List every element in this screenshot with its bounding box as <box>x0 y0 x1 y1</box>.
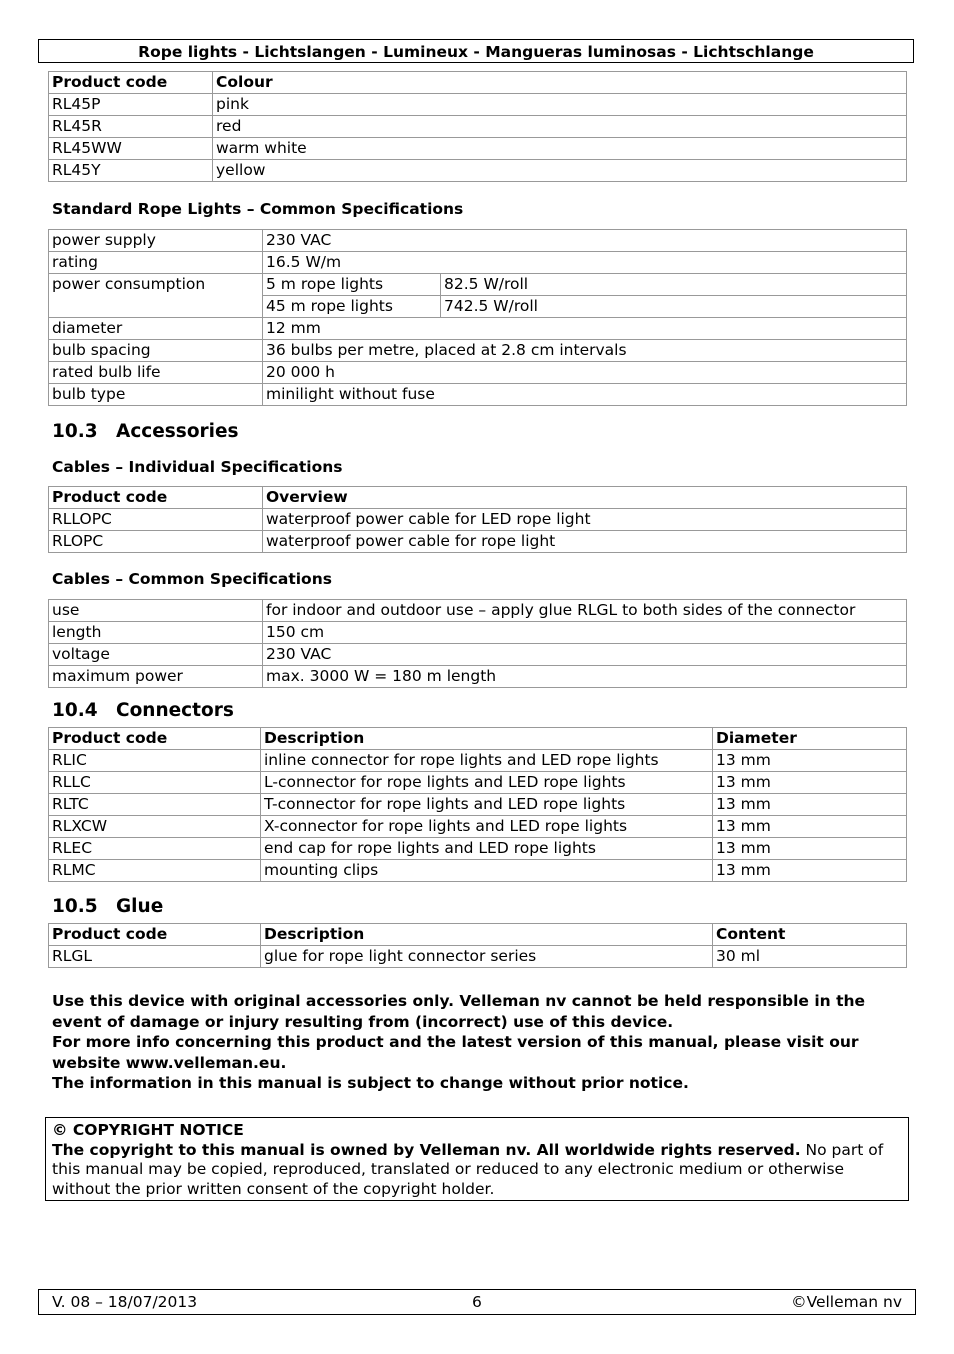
table-cell: use <box>49 600 263 622</box>
table-row <box>49 622 907 644</box>
colour-table <box>48 71 907 182</box>
table-row <box>49 750 907 772</box>
table-row <box>49 274 907 296</box>
table-cell: 13 mm <box>713 794 907 816</box>
table-cell: bulb spacing <box>49 340 263 362</box>
cables-common-table <box>48 599 907 688</box>
table-header-row <box>49 728 907 750</box>
table-row <box>49 94 907 116</box>
table-cell: power consumption <box>49 274 263 318</box>
table-cell: RLMC <box>49 860 261 882</box>
table-cell: yellow <box>213 160 907 182</box>
section-number: 10.3 <box>52 421 98 442</box>
table-row <box>49 318 907 340</box>
cables-common-heading: Cables – Common Specifications <box>52 570 332 588</box>
table-cell: 16.5 W/m <box>263 252 907 274</box>
table-row <box>49 838 907 860</box>
table-cell: 13 mm <box>713 816 907 838</box>
notes-block <box>52 991 912 1094</box>
footer-owner: ©Velleman nv <box>791 1293 902 1311</box>
table-row <box>49 600 907 622</box>
cables-individual-table <box>48 486 907 553</box>
copyright-text: No part of this manual may be copied, reproduced, translated or reduced to any electronic medium or otherwise without the prior written consent of the copyright holder. <box>52 1140 884 1198</box>
table-cell: mounting clips <box>261 860 713 882</box>
copyright-bold-text: The copyright to this manual is owned by Velleman nv. All worldwide rights reserved. <box>52 1140 801 1159</box>
table-cell: glue for rope light connector series <box>261 946 713 968</box>
document-header: Rope lights - Lichtslangen - Lumineux - Mangueras luminosas - Lichtschlange <box>38 39 914 63</box>
table-cell: 20 000 h <box>263 362 907 384</box>
table-row <box>49 531 907 553</box>
table-cell: 12 mm <box>263 318 907 340</box>
table-row <box>49 666 907 688</box>
section-number: 10.4 <box>52 700 98 721</box>
table-cell: red <box>213 116 907 138</box>
table-row <box>49 794 907 816</box>
table-row <box>49 860 907 882</box>
table-cell: 45 m rope lights <box>263 296 441 318</box>
table-cell: RLTC <box>49 794 261 816</box>
table-cell: RLIC <box>49 750 261 772</box>
table-cell: L-connector for rope lights and LED rope lights <box>261 772 713 794</box>
table-header-row <box>49 487 907 509</box>
table-cell: inline connector for rope lights and LED rope lights <box>261 750 713 772</box>
cables-individual-heading: Cables – Individual Specifications <box>52 458 343 476</box>
table-cell: 5 m rope lights <box>263 274 441 296</box>
copyright-title: © COPYRIGHT NOTICE <box>52 1121 244 1139</box>
table-cell: X-connector for rope lights and LED rope lights <box>261 816 713 838</box>
table-cell: warm white <box>213 138 907 160</box>
section-title: Accessories <box>116 421 239 442</box>
table-cell: T-connector for rope lights and LED rope lights <box>261 794 713 816</box>
table-cell: length <box>49 622 263 644</box>
table-row <box>49 946 907 968</box>
table-row <box>49 816 907 838</box>
table-row <box>49 252 907 274</box>
table-cell: 13 mm <box>713 750 907 772</box>
table-cell: RL45P <box>49 94 213 116</box>
table-row <box>49 160 907 182</box>
table-row <box>49 362 907 384</box>
copyright-body <box>52 1141 902 1200</box>
table-cell: 230 VAC <box>263 644 907 666</box>
standard-specs-heading: Standard Rope Lights – Common Specifications <box>52 200 464 218</box>
table-cell: pink <box>213 94 907 116</box>
table-cell: 150 cm <box>263 622 907 644</box>
table-row <box>49 116 907 138</box>
table-cell: RL45WW <box>49 138 213 160</box>
table-cell: RL45R <box>49 116 213 138</box>
table-cell: rating <box>49 252 263 274</box>
table-cell: 36 bulbs per metre, placed at 2.8 cm intervals <box>263 340 907 362</box>
table-cell: waterproof power cable for rope light <box>263 531 907 553</box>
table-header-cell: Product code <box>49 72 213 94</box>
table-header-cell: Product code <box>49 924 261 946</box>
table-cell: waterproof power cable for LED rope light <box>263 509 907 531</box>
table-cell: 13 mm <box>713 772 907 794</box>
table-row <box>49 138 907 160</box>
table-row <box>49 509 907 531</box>
table-header-cell: Description <box>261 728 713 750</box>
section-number: 10.5 <box>52 896 98 917</box>
copyright-notice <box>45 1117 909 1201</box>
table-header-row <box>49 924 907 946</box>
table-row <box>49 644 907 666</box>
table-header-row <box>49 72 907 94</box>
note-paragraph: For more info concerning this product and the latest version of this manual, please visit our website www.velleman.eu. <box>52 1033 859 1072</box>
table-row <box>49 384 907 406</box>
footer-page-number: 6 <box>472 1293 482 1311</box>
note-paragraph: Use this device with original accessories only. Velleman nv cannot be held responsible in the event of damage or injury resulting from (incorrect) use of this device. <box>52 992 866 1031</box>
table-cell: RLLC <box>49 772 261 794</box>
table-cell: RLXCW <box>49 816 261 838</box>
table-cell: RLGL <box>49 946 261 968</box>
table-cell: max. 3000 W = 180 m length <box>263 666 907 688</box>
table-cell: 30 ml <box>713 946 907 968</box>
section-title: Glue <box>116 896 164 917</box>
table-header-cell: Content <box>713 924 907 946</box>
table-cell: RL45Y <box>49 160 213 182</box>
table-cell: rated bulb life <box>49 362 263 384</box>
table-cell: diameter <box>49 318 263 340</box>
table-cell: voltage <box>49 644 263 666</box>
table-cell: RLEC <box>49 838 261 860</box>
table-header-cell: Diameter <box>713 728 907 750</box>
table-cell: RLOPC <box>49 531 263 553</box>
table-header-cell: Product code <box>49 728 261 750</box>
table-header-cell: Description <box>261 924 713 946</box>
footer-version: V. 08 – 18/07/2013 <box>52 1293 198 1311</box>
table-cell: bulb type <box>49 384 263 406</box>
connectors-table <box>48 727 907 882</box>
table-cell: maximum power <box>49 666 263 688</box>
table-cell: 230 VAC <box>263 230 907 252</box>
table-row <box>49 230 907 252</box>
table-cell: for indoor and outdoor use – apply glue RLGL to both sides of the connector <box>263 600 907 622</box>
section-title: Connectors <box>116 700 234 721</box>
table-cell: RLLOPC <box>49 509 263 531</box>
glue-table <box>48 923 907 968</box>
standard-specs-table <box>48 229 907 406</box>
table-row <box>49 772 907 794</box>
section-heading-glue <box>52 896 163 918</box>
table-cell: power supply <box>49 230 263 252</box>
table-header-cell: Overview <box>263 487 907 509</box>
section-heading-accessories <box>52 421 239 443</box>
table-header-cell: Product code <box>49 487 263 509</box>
table-cell: 742.5 W/roll <box>441 296 907 318</box>
document-footer <box>38 1289 916 1315</box>
note-paragraph: The information in this manual is subject to change without prior notice. <box>52 1074 689 1092</box>
table-cell: 13 mm <box>713 838 907 860</box>
table-header-cell: Colour <box>213 72 907 94</box>
table-cell: 13 mm <box>713 860 907 882</box>
table-cell: 82.5 W/roll <box>441 274 907 296</box>
table-row <box>49 340 907 362</box>
section-heading-connectors <box>52 700 234 722</box>
table-cell: minilight without fuse <box>263 384 907 406</box>
table-cell: end cap for rope lights and LED rope lights <box>261 838 713 860</box>
